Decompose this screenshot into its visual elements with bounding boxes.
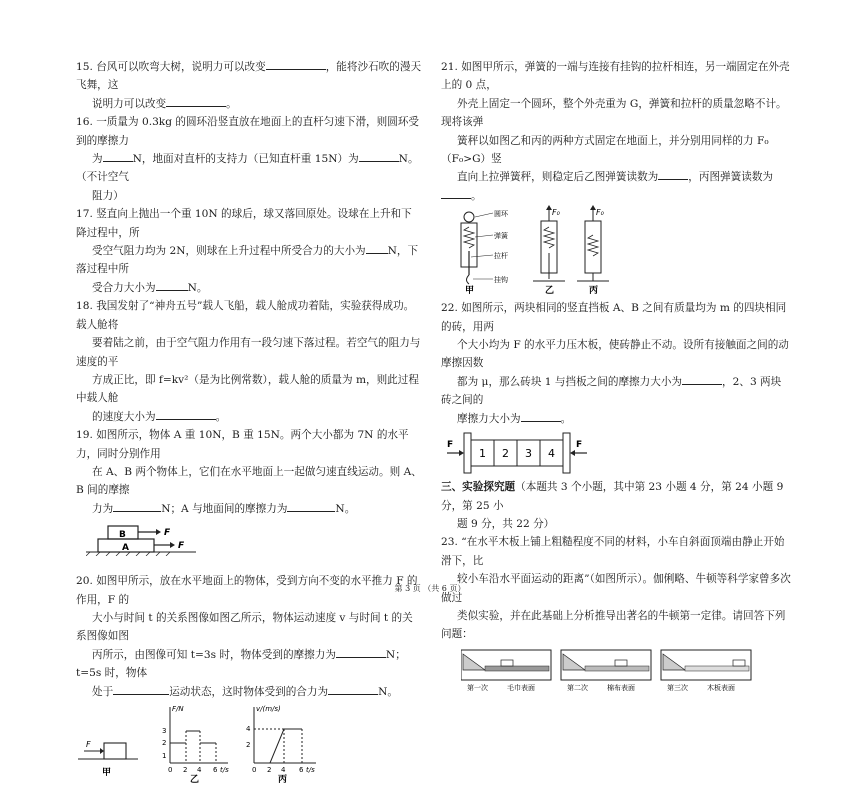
force-label: F: [164, 528, 171, 539]
fig-label-bing: 丙: [278, 775, 288, 785]
svg-text:t/s: t/s: [220, 766, 229, 774]
spring-scale-figure: [453, 205, 653, 295]
question-15: 15. 台风可以吹弯大树，说明力可以改变 ，能将沙石吹的漫天飞舞，这 说明力可以改变 。: [76, 58, 422, 113]
question-21: 21. 如图甲所示，弹簧的一端与连接有挂钩的拉杆相连，另一端固定在外壳上的 0 点， 外壳上固定一个圆环，整个外壳重为 G，弹簧和拉杆的质量忽略不计。现将该弹 簧秤以如图乙和丙的两种方式固定在地面上，并分别用同样的力 F₀（F₀>G）竖 直向上拉弹簧秤，则稳定后乙图弹簧读数为 ，丙图弹簧读数为。 圆环 弹簧 拉杆 挂钩 甲 F₀ 乙 F₀ 丙: [441, 61, 790, 296]
svg-text:F₀: F₀: [552, 208, 560, 218]
svg-text:t/s: t/s: [306, 766, 315, 774]
trial-3: [661, 650, 751, 692]
ring-icon: [464, 212, 474, 222]
answer-blank[interactable]: [103, 150, 133, 162]
svg-text:第三次: 第三次: [667, 683, 688, 692]
left-column: [76, 58, 422, 785]
trial-2: [561, 650, 651, 692]
brick-2: 2: [502, 447, 509, 461]
brick-4: 4: [548, 447, 555, 461]
svg-text:F₀: F₀: [596, 208, 604, 218]
hook-icon: [467, 275, 470, 284]
answer-blank[interactable]: [521, 410, 561, 422]
answer-blank[interactable]: [441, 187, 471, 199]
spring-icon: [464, 227, 474, 248]
label-a: A: [122, 543, 129, 554]
svg-text:2: 2: [162, 739, 167, 747]
answer-blank[interactable]: [266, 58, 326, 70]
question-16: 16. 一质量为 0.3kg 的圆环沿竖直放在地面上的直杆匀速下滑，则圆环受到的摩擦力 为 N，地面对直杆的支持力（已知直杆重 15N）为 N。（不计空气 阻力）: [76, 116, 420, 202]
question-22: 22. 如图所示，两块相同的竖直挡板 A、B 之间有质量均为 m 的四块相同的砖，用两 个大小均为 F 的水平力压木板，使砖静止不动。设所有接触面之间的动摩擦因数 都为 μ，那么砖块 1 与挡板之间的摩擦力大小为 ，2、3 两块砖之间的 摩擦力大小为 。 F 1 2 3 4 F: [441, 299, 791, 476]
answer-blank[interactable]: [359, 150, 399, 162]
svg-text:0: 0: [168, 766, 173, 774]
svg-text:甲: 甲: [465, 286, 475, 296]
answer-blank[interactable]: [682, 373, 722, 385]
fig-label-jia: 甲: [102, 768, 112, 778]
question-17: 17. 竖直向上抛出一个重 10N 的球后，球又落回原处。设球在上升和下降过程中，所 受空气阻力均为 2N，则球在上升过程中所受合力的大小为 N，下落过程中所 受合力大小为 N。: [76, 208, 419, 294]
brick-1: 1: [479, 447, 486, 461]
svg-text:棉布表面: 棉布表面: [607, 683, 635, 692]
answer-blank[interactable]: [156, 408, 216, 420]
svg-text:F: F: [447, 440, 454, 451]
svg-text:弹簧: 弹簧: [494, 232, 508, 241]
svg-text:4: 4: [246, 725, 251, 733]
question-19: 19. 如图所示，物体 A 重 10N，B 重 15N。两个大小都为 7N 的水平力，同时分别作用 在 A、B 两个物体上，它们在水平地面上一起做匀速直线运动。则 A、B 间的摩擦 力为 N；A 与地面间的摩擦力为 N。 B A F F: [76, 426, 422, 556]
answer-blank[interactable]: [658, 168, 688, 180]
answer-blank[interactable]: [328, 683, 378, 695]
svg-text:2: 2: [246, 741, 251, 749]
svg-text:6: 6: [299, 766, 304, 774]
svg-text:1: 1: [162, 752, 167, 760]
svg-text:2: 2: [183, 766, 188, 774]
svg-text:丙: 丙: [589, 286, 599, 296]
section-heading: 三、实验探究题（本题共 3 个小题，其中第 23 小题 4 分，第 24 小题 9 分，第 25 小 题 9 分，共 22 分）: [441, 481, 784, 530]
question-20: 20. 如图甲所示，放在水平地面上的物体，受到方向不变的水平推力 F 的作用，F 的 大小与时间 t 的关系图像如图乙所示，物体运动速度 v 与时间 t 的关系图像如图 丙所示，由图像可知 t=3s 时，物体受到的摩擦力为 N；t=5s 时，物体 处于 运动状态，这时物体受到的合力为 N。 F 甲 F/N 1 2 3 0 2 4 6 t/s 乙 v/(m/s) 2 4 0 2 4 6 t/s 丙: [76, 575, 418, 785]
board-b: [563, 433, 570, 473]
svg-text:拉杆: 拉杆: [494, 252, 508, 261]
force-label: F: [178, 541, 185, 552]
board-a: [464, 433, 471, 473]
svg-text:6: 6: [213, 766, 218, 774]
svg-text:F: F: [576, 440, 583, 451]
brick-3: 3: [525, 447, 532, 461]
answer-blank[interactable]: [156, 279, 188, 291]
fig-label-yi: 乙: [190, 775, 200, 785]
answer-blank[interactable]: [366, 242, 388, 254]
answer-blank[interactable]: [113, 500, 161, 512]
answer-blank[interactable]: [336, 646, 386, 658]
svg-text:4: 4: [197, 766, 202, 774]
svg-text:毛巾表面: 毛巾表面: [507, 683, 535, 692]
question-18: 18. 我国发射了“神舟五号”载人飞船，载人舱成功着陆，实验获得成功。载人舱将 要着陆之前，由于空气阻力作用有一段匀速下落过程。若空气的阻力与速度的平 方成正比，即 f=kv²（是为比例常数），载人舱的质量为 m，则此过程中载人舱 的速度大小为 。: [76, 300, 421, 423]
svg-text:0: 0: [252, 766, 257, 774]
svg-text:v/(m/s): v/(m/s): [256, 705, 281, 713]
svg-text:3: 3: [162, 727, 167, 735]
page-footer: 第 3 页 （共 6 页）: [394, 584, 466, 593]
svg-text:圆环: 圆环: [494, 210, 508, 219]
svg-text:第二次: 第二次: [567, 683, 588, 692]
bricks-figure: [445, 430, 605, 476]
right-column: [441, 58, 791, 694]
answer-blank[interactable]: [166, 95, 226, 107]
question-23: 23. “在水平木板上铺上粗糙程度不同的材料，小车自斜面顶端由静止开始滑下，比 较小车沿水平面运动的距离”（如图所示）。伽俐略、牛顿等科学家曾多次做过 类似实验，并在此基础上分析推导出著名的牛顿第一定律。请回答下列问题： 第一次 毛巾表面 第二次 棉布表面 第三次 木板表面: [441, 536, 791, 692]
incline-experiment-figure: [461, 648, 761, 694]
svg-text:F: F: [86, 740, 91, 749]
blocks-figure: [86, 518, 206, 556]
svg-text:木板表面: 木板表面: [707, 683, 735, 692]
svg-text:2: 2: [267, 766, 272, 774]
trial-1: [461, 650, 551, 692]
force-time-figures: [78, 701, 328, 785]
svg-text:F/N: F/N: [172, 705, 184, 713]
svg-text:乙: 乙: [545, 286, 555, 296]
answer-blank[interactable]: [287, 500, 335, 512]
svg-text:4: 4: [281, 766, 286, 774]
label-b: B: [119, 530, 126, 541]
svg-text:第一次: 第一次: [467, 683, 488, 692]
answer-blank[interactable]: [113, 683, 169, 695]
svg-text:挂钩: 挂钩: [494, 276, 508, 285]
object-box: [104, 743, 126, 759]
